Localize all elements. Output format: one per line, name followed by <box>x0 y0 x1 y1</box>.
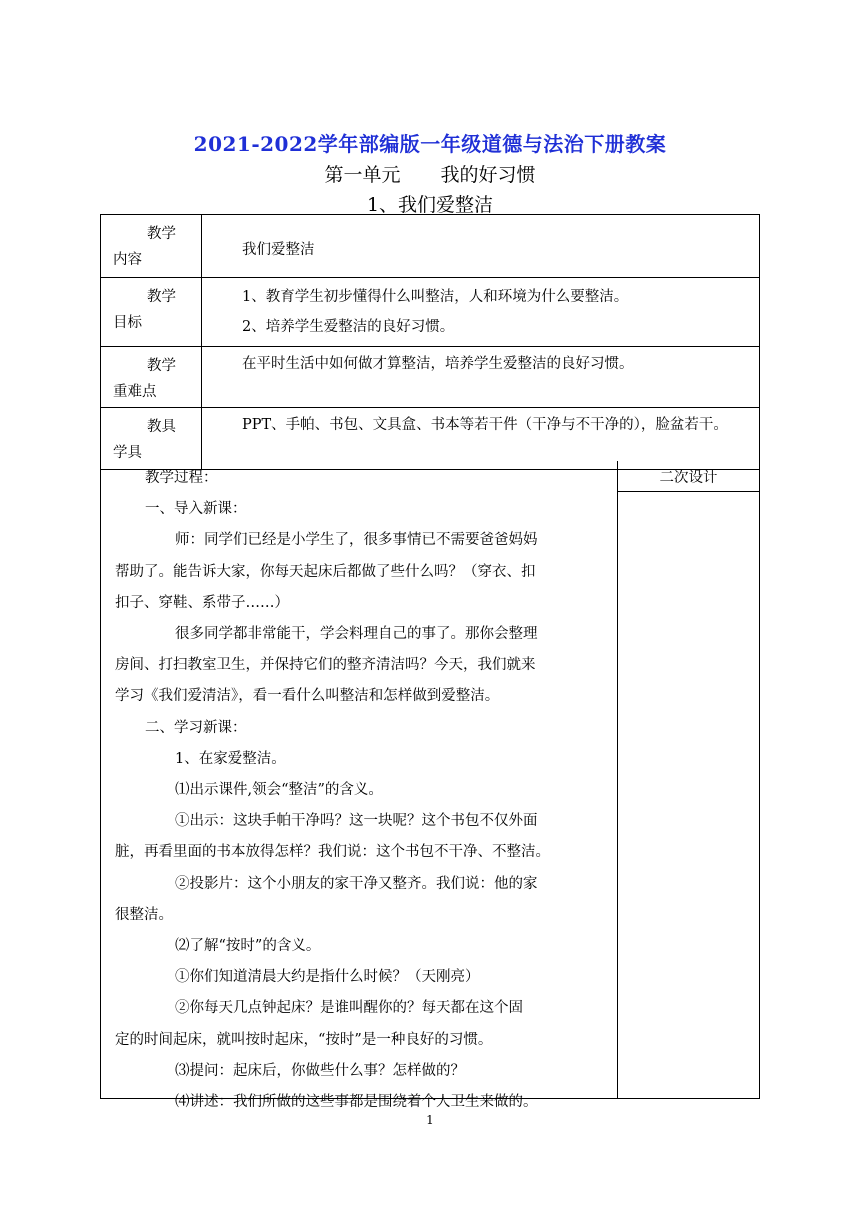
info-line: 我们爱整洁 <box>242 242 315 258</box>
process-line: 房间、打扫教室卫生，并保持它们的整齐清洁吗？今天，我们就来 <box>115 657 536 674</box>
process-line: ②投影片：这个小朋友的家干净又整齐。我们说：他的家 <box>175 875 538 892</box>
process-line: 脏，再看里面的书本放得怎样？我们说：这个书包不干净、不整洁。 <box>115 844 550 861</box>
lesson-title: 1、我们爱整洁 <box>366 194 494 216</box>
info-line: 2、培养学生爱整洁的良好习惯。 <box>242 319 455 335</box>
process-line: 一、导入新课： <box>145 501 247 518</box>
info-value <box>202 215 760 278</box>
process-line: 定的时间起床，就叫按时起床，“按时”是一种良好的习惯。 <box>115 1031 493 1048</box>
process-line: 二、学习新课： <box>145 719 247 736</box>
info-row-key-points <box>101 347 760 408</box>
process-line: ⑷讲述：我们所做的这些事都是围绕着个人卫生来做的。 <box>175 1094 538 1111</box>
label-rest: 重难点 <box>113 384 157 400</box>
process-line: ⑶提问：起床后，你做些什么事？怎样做的？ <box>175 1062 465 1079</box>
info-line: 在平时生活中如何做才算整洁，培养学生爱整洁的良好习惯。 <box>242 356 634 372</box>
label-char: 教 <box>147 419 162 435</box>
info-line: 1、教育学生初步懂得什么叫整洁，人和环境为什么要整洁。 <box>242 289 629 305</box>
process-line: 很多同学都非常能干，学会料理自己的事了。那你会整理 <box>175 626 538 643</box>
info-value <box>202 347 760 408</box>
label-char: 教 <box>147 289 162 305</box>
label-rest: 内容 <box>113 252 142 268</box>
process-line: ②你每天几点钟起床？是谁叫醒你的？每天都在这个固 <box>175 1000 523 1017</box>
label-char: 教 <box>147 226 162 242</box>
page-number: 1 <box>426 1113 434 1127</box>
process-line: ①你们知道清晨大约是指什么时候？（天刚亮） <box>175 969 480 986</box>
info-label <box>101 347 202 408</box>
info-row-goals <box>101 278 760 347</box>
process-line: 师：同学们已经是小学生了，很多事情已不需要爸爸妈妈 <box>175 532 538 549</box>
process-line: ⑵了解“按时”的含义。 <box>175 938 321 955</box>
label-char: 学 <box>161 358 176 374</box>
process-line: 学习《我们爱清洁》，看一看什么叫整洁和怎样做到爱整洁。 <box>115 688 500 705</box>
process-line: ①出示：这块手帕干净吗？这一块呢？这个书包不仅外面 <box>175 813 538 830</box>
unit-title <box>0 160 860 187</box>
info-row-content <box>101 215 760 278</box>
process-line: 很整洁。 <box>115 906 173 923</box>
process-line: ⑴出示课件,领会“整洁”的含义。 <box>175 782 383 799</box>
process-line: 1、在家爱整洁。 <box>175 750 286 767</box>
label-rest: 目标 <box>113 315 142 331</box>
label-char: 教 <box>147 358 162 374</box>
process-line: 扣子、穿鞋、系带子……） <box>115 594 289 611</box>
label-char: 学 <box>161 289 176 305</box>
second-design-heading: 二次设计 <box>618 461 759 492</box>
teaching-process-section <box>100 461 760 1111</box>
process-text <box>115 463 609 1118</box>
info-label <box>101 215 202 278</box>
process-line: 帮助了。能告诉大家，你每天起床后都做了些什么吗？（穿衣、扣 <box>115 563 536 580</box>
label-rest: 学具 <box>113 445 142 461</box>
label-char: 具 <box>161 419 176 435</box>
document-title: 2021-2022学年部编版一年级道德与法治下册教案 <box>193 132 667 156</box>
label-char: 学 <box>161 226 176 242</box>
info-label <box>101 278 202 347</box>
unit-label: 第一单元 <box>324 164 401 186</box>
info-line: PPT、手帕、书包、文具盒、书本等若干件（干净与不干净的），脸盆若干。 <box>242 417 728 433</box>
process-title: 教学过程： <box>145 470 218 486</box>
unit-name: 我的好习惯 <box>440 164 536 186</box>
process-main-column <box>101 461 618 1111</box>
lesson-info-table <box>100 214 760 470</box>
info-value <box>202 278 760 347</box>
